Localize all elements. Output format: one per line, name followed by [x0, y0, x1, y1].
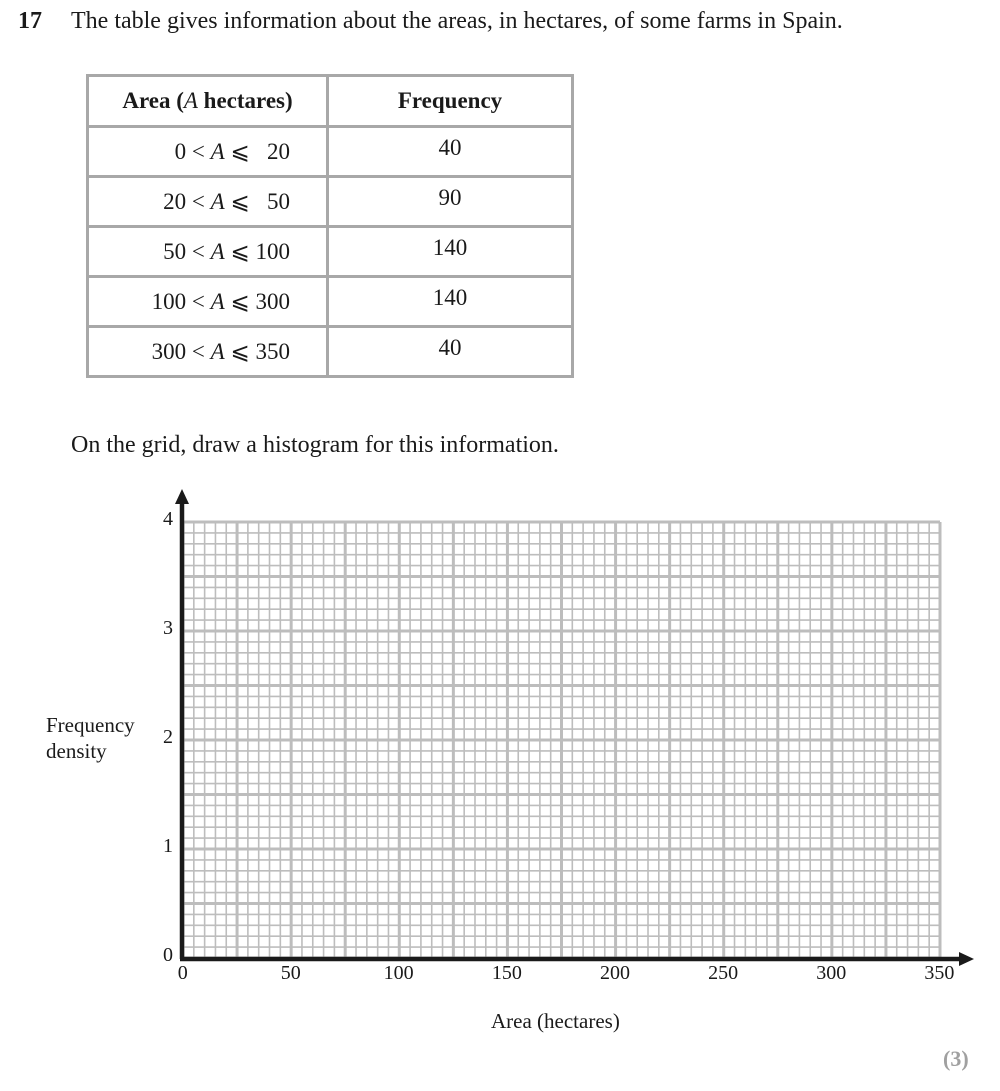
y-tick-label: 1: [163, 835, 173, 857]
x-tick-label: 350: [924, 962, 955, 984]
y-tick-label: 0: [163, 944, 173, 966]
frequency-cell: 140: [328, 227, 573, 277]
x-tick-label: 50: [280, 962, 301, 984]
x-tick-label: 150: [491, 962, 522, 984]
x-axis-arrow-icon: [959, 952, 974, 966]
question-text: The table gives information about the areas, in hectares, of some farms in Spain.: [71, 8, 843, 34]
y-tick-label: 2: [163, 726, 173, 748]
x-axis-label: Area (hectares): [491, 1009, 620, 1033]
y-tick-label: 4: [163, 508, 173, 530]
interval-cell: 100 < A ⩽ 300: [88, 277, 328, 327]
marks-label: (3): [943, 1046, 969, 1071]
instruction-text: On the grid, draw a histogram for this information.: [71, 432, 559, 458]
interval-cell: 20 < A ⩽ 50: [88, 177, 328, 227]
frequency-cell: 40: [328, 127, 573, 177]
frequency-column-header: Frequency: [328, 76, 573, 127]
x-tick-label: 300: [816, 962, 847, 984]
x-tick-label: 100: [383, 962, 414, 984]
frequency-cell: 90: [328, 177, 573, 227]
frequency-cell: 40: [328, 327, 573, 377]
interval-cell: 300 < A ⩽ 350: [88, 327, 328, 377]
frequency-cell: 140: [328, 277, 573, 327]
area-column-header: Area (A hectares): [88, 76, 328, 127]
x-tick-label: 0: [177, 962, 188, 984]
y-axis-arrow-icon: [175, 489, 189, 504]
x-tick-label: 200: [599, 962, 630, 984]
x-tick-label: 250: [708, 962, 739, 984]
y-axis-label: Frequency density: [46, 713, 135, 763]
interval-cell: 0 < A ⩽ 20: [88, 127, 328, 177]
interval-cell: 50 < A ⩽ 100: [88, 227, 328, 277]
y-tick-label: 3: [163, 617, 173, 639]
question-number: 17: [18, 8, 42, 34]
